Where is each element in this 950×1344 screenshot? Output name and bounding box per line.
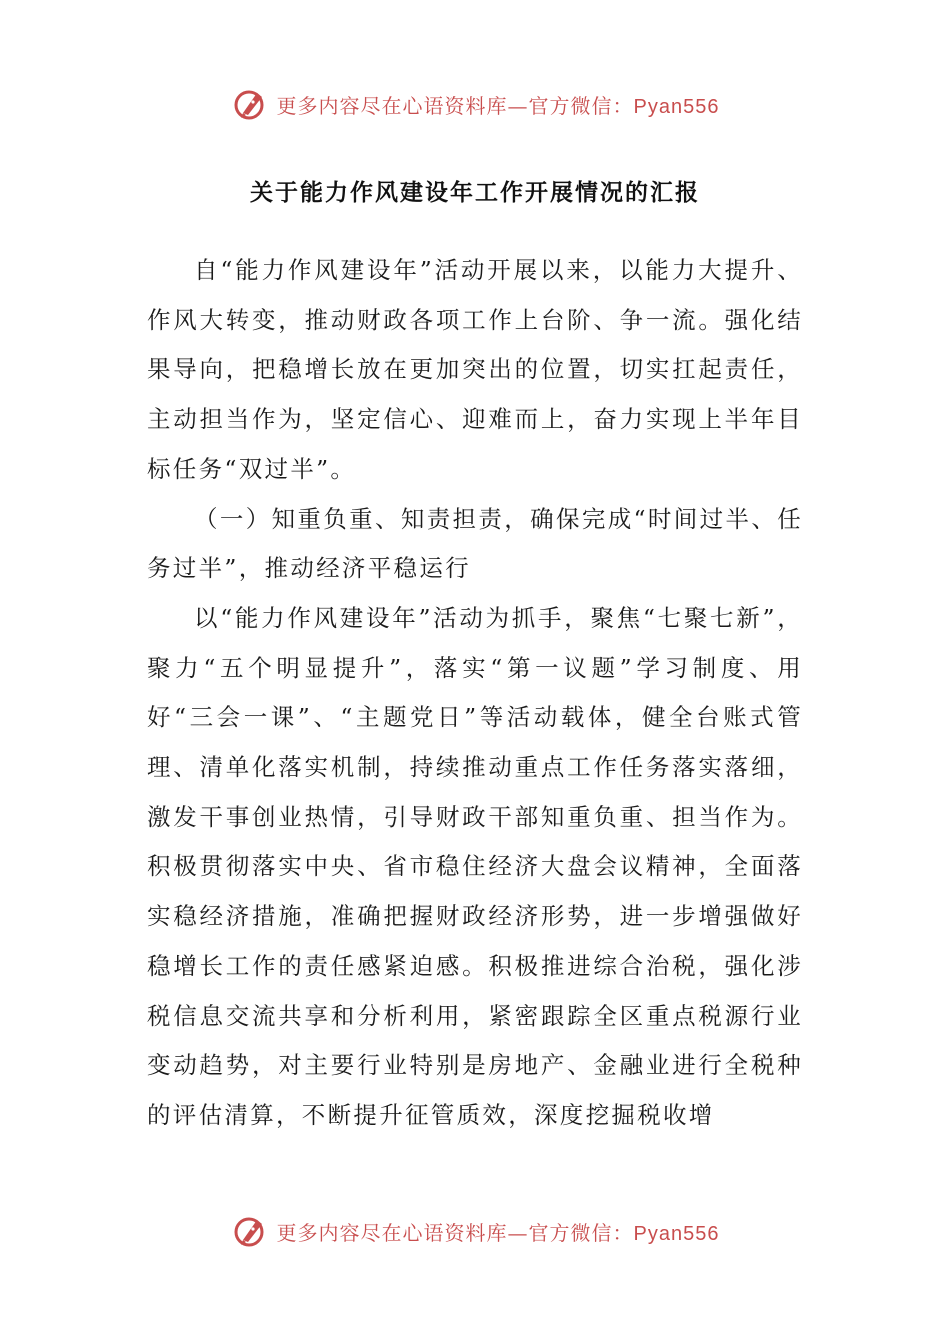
footer-banner (0, 1207, 950, 1255)
pen-nib-logo-icon (231, 84, 271, 124)
header-banner-label: 更多内容尽在心语资料库—官方微信： (276, 93, 634, 118)
footer-wechat-id: Pyan556 (633, 1222, 720, 1245)
footer-banner-label: 更多内容尽在心语资料库—官方微信： (276, 1220, 634, 1245)
paragraph-section-body: 以“能力作风建设年”活动为抓手，聚焦“七聚七新”，聚力“五个明显提升”，落实“第一议题”学习制度、用好“三会一课”、“主题党日”等活动载体，健全台账式管理、清单化落实机制，持续推动重点工作任务落实落细，激发干事创业热情，引导财政干部知重负重、担当作为。积极贯彻落实中央、省市稳住经济大盘会议精神，全面落实稳经济措施，准确把握财政经济形势，进一步增强做好稳增长工作的责任感紧迫感。积极推进综合治税，强化涉税信息交流共享和分析利用，紧密跟踪全区重点税源行业变动趋势，对主要行业特别是房地产、金融业进行全税种的评估清算，不断提升征管质效，深度挖掘税收增 (147, 603, 803, 1129)
paragraph-section-heading: （一）知重负重、知责担责，确保完成“时间过半、任务过半”，推动经济平稳运行 (147, 504, 803, 583)
footer-banner-text (277, 1217, 720, 1246)
document-title: 关于能力作风建设年工作开展情况的汇报 (250, 179, 700, 206)
pen-nib-logo-icon (231, 1211, 271, 1251)
paragraph-intro: 自“能力作风建设年”活动开展以来，以能力大提升、作风大转变，推动财政各项工作上台阶、争一流。强化结果导向，把稳增长放在更加突出的位置，切实扛起责任，主动担当作为，坚定信心、迎难而上，奋力实现上半年目标任务“双过半”。 (147, 256, 803, 483)
header-wechat-id: Pyan556 (633, 95, 720, 118)
document-body (147, 246, 803, 1141)
header-banner-text (277, 90, 720, 119)
header-banner (0, 80, 950, 128)
